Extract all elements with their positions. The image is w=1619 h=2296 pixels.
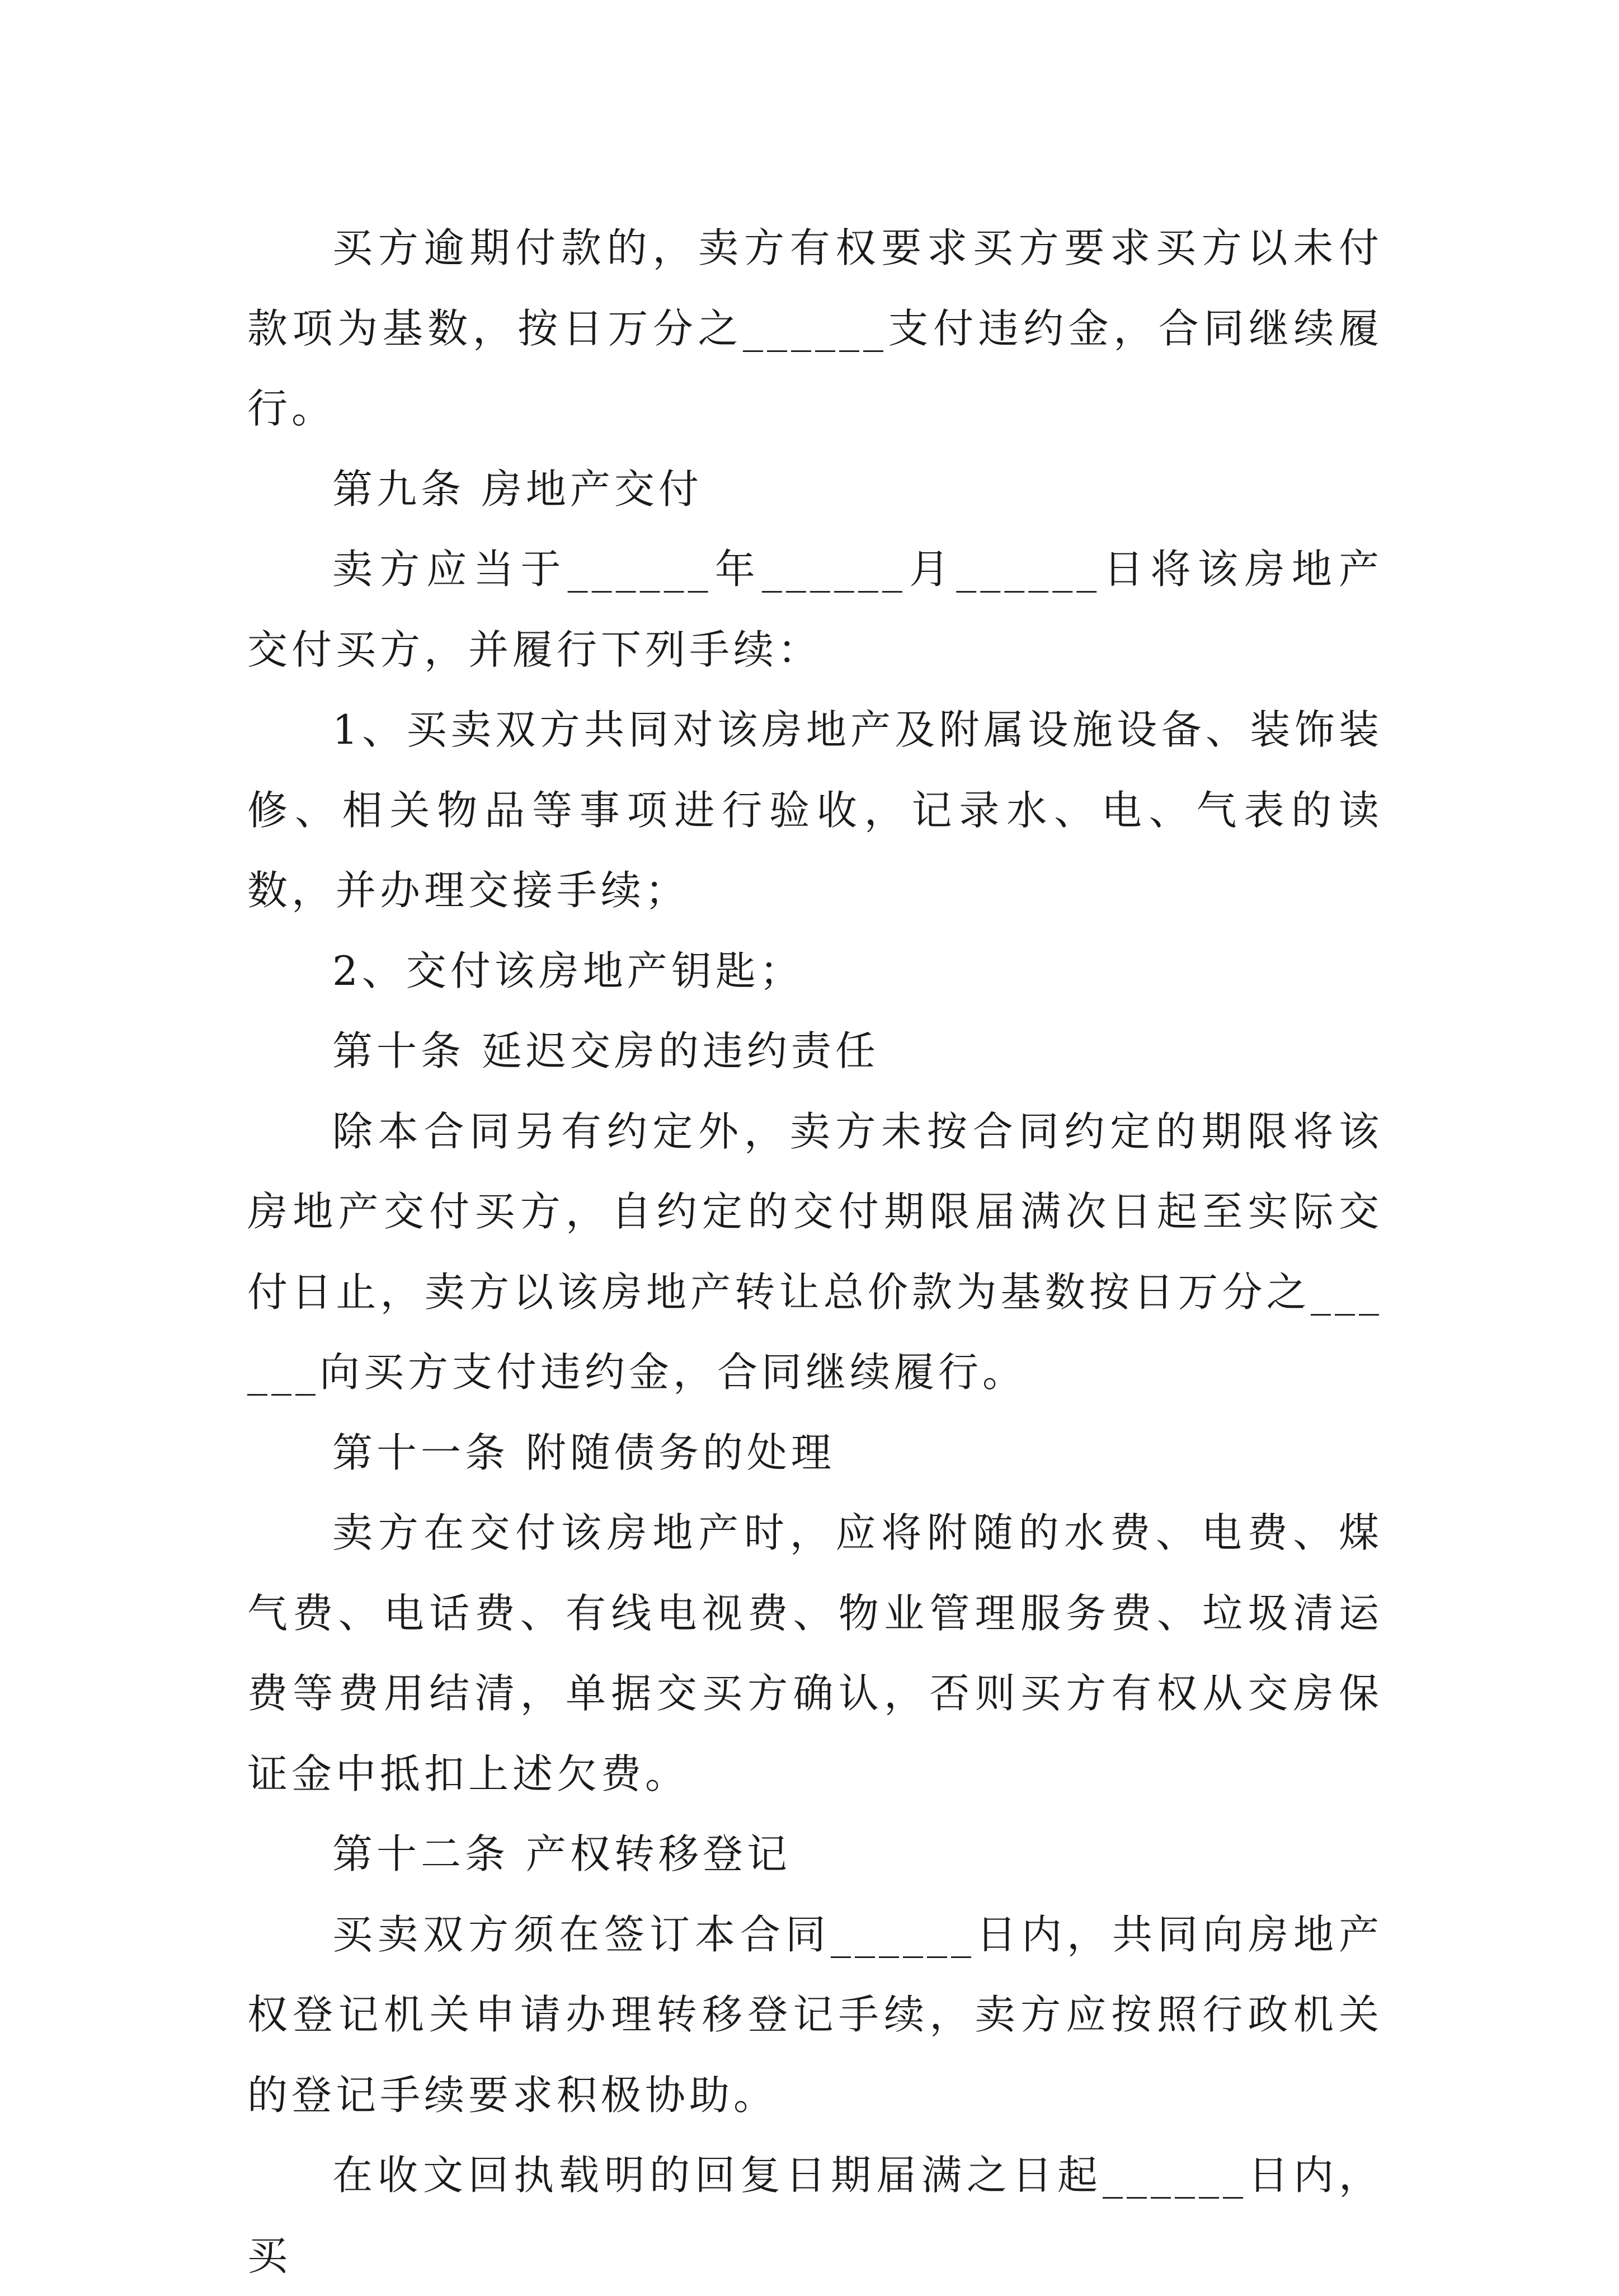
paragraph-late-delivery: 除本合同另有约定外，卖方未按合同约定的期限将该房地产交付买方，自约定的交付期限届满次日起至实际交付日止，卖方以该房地产转让总价款为基数按日万分之______向买方支付违约金，合同继续履行。 [247,1107,1383,1396]
paragraph-delivery-date: 卖方应当于______年______月______日将该房地产交付买方，并履行下列手续： [247,546,1383,673]
paragraph-registration: 买卖双方须在签订本合同______日内，共同向房地产权登记机关申请办理转移登记手续，卖方应按照行政机关的登记手续要求积极协助。 [247,1910,1383,2119]
paragraph-late-payment: 买方逾期付款的，卖方有权要求买方要求买方以未付款项为基数，按日万分之______支付违约金，合同继续履行。 [247,224,1383,432]
document-body [247,208,1383,2296]
heading-article-10: 第十条 延迟交房的违约责任 [332,1027,879,1074]
paragraph-keys: 2、交付该房地产钥匙； [332,947,804,994]
heading-article-9: 第九条 房地产交付 [332,465,703,513]
heading-article-11: 第十一条 附随债务的处理 [332,1429,835,1476]
heading-article-12: 第十二条 产权转移登记 [332,1830,791,1877]
paragraph-inspection: 1、买卖双方共同对该房地产及附属设施设备、装饰装修、相关物品等事项进行验收，记录水、电、气表的读数，并办理交接手续； [247,706,1383,914]
paragraph-receipt-reply: 在收文回执载明的回复日期届满之日起______日内，买 [247,2152,1383,2279]
paragraph-incidental-debts: 卖方在交付该房地产时，应将附随的水费、电费、煤气费、电话费、有线电视费、物业管理服务费、垃圾清运费等费用结清，单据交买方确认，否则买方有权从交房保证金中抵扣上述欠费。 [247,1509,1383,1797]
